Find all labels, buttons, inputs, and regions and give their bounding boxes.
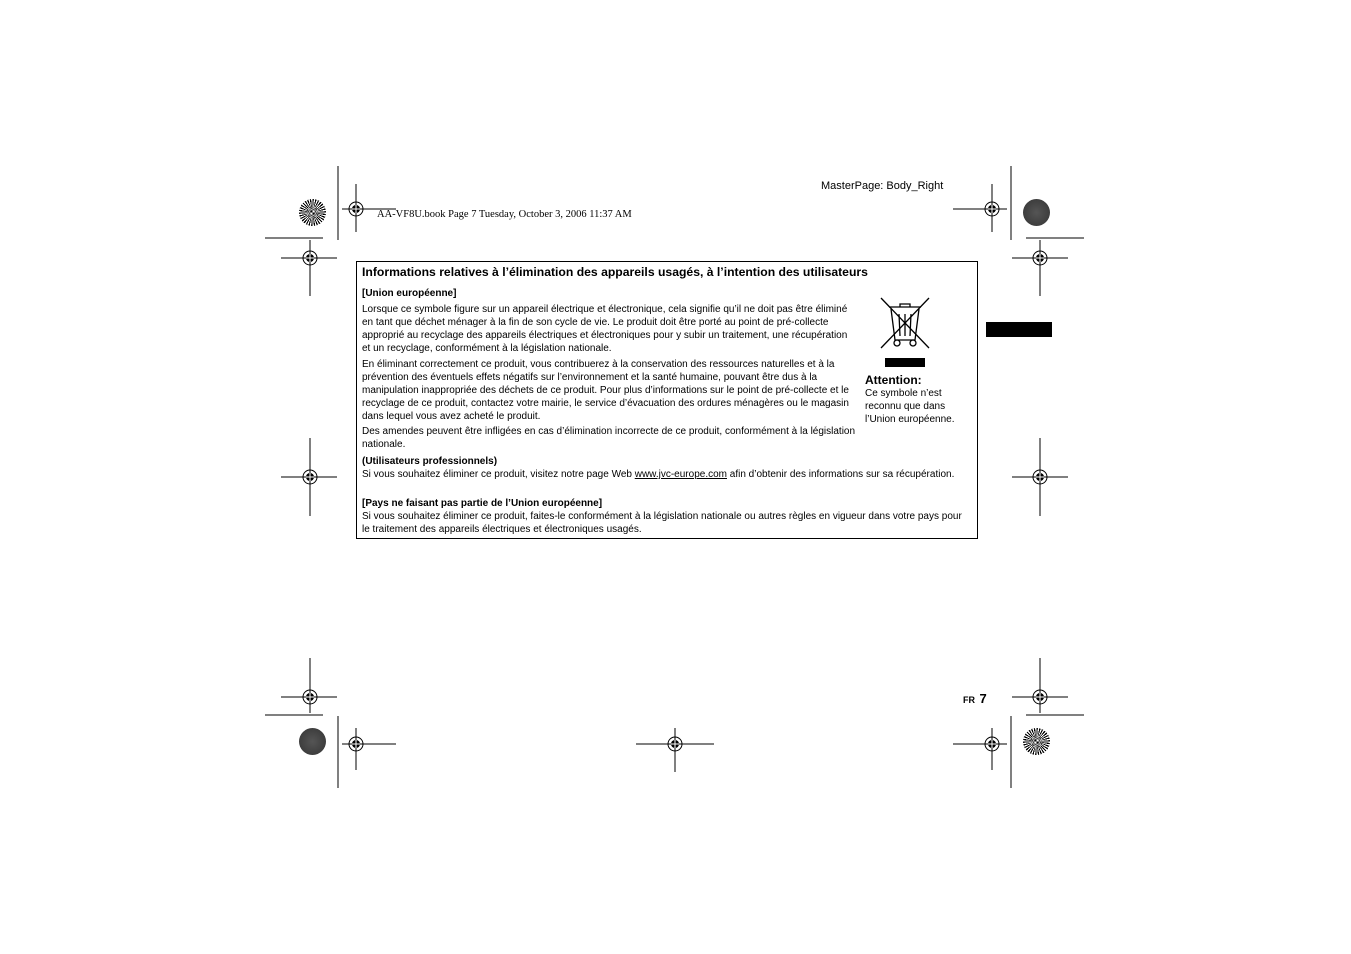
tint-target-top-right <box>1023 199 1050 226</box>
eu-paragraph-1: Lorsque ce symbole figure sur un appareil électrique et électronique, cela signifie qu’il ne doit pas être éliminé en tant que déchet ménager à la fin de son cycle de vie. Le produit doit être porté au point de pré-collecte approprié au recyclage des appareils électriques et électroniques pour y subir un traitement, une récupération et un recyclage, conformément à la législation nationale. <box>362 304 848 354</box>
box-title: Informations relatives à l’élimination des appareils usagés, à l’intention des utilisateurs <box>362 265 868 279</box>
pro-text-after: afin d’obtenir des informations sur sa récupération. <box>727 469 955 480</box>
page-number-value: 7 <box>979 691 987 706</box>
eu-paragraph-3: Des amendes peuvent être infligées en cas d’élimination incorrecte de ce produit, conformément à la législation nationale. <box>362 426 856 450</box>
jvc-europe-link[interactable]: www.jvc-europe.com <box>634 469 727 480</box>
non-eu-paragraph: Si vous souhaitez éliminer ce produit, faites-le conformément à la législation nationale ou autres règles en vigueur dans votre pays pour le traitement des appareils électriques et électroniques usagés. <box>362 511 962 535</box>
attention-heading: Attention: <box>865 373 922 387</box>
masterpage-label: MasterPage: Body_Right <box>821 180 944 192</box>
pro-heading: (Utilisateurs professionnels) <box>362 456 498 467</box>
star-target-top-left <box>299 199 326 226</box>
eu-paragraph-2: En éliminant correctement ce produit, vous contribuerez à la conservation des ressources naturelles et à la prévention des éventuels effets négatifs sur l’environnement et la santé humaine, pouvant être dus à la manipulation inappropriée des déchets de ce produit. Pour plus d’informations sur le point de pré-collecte et le recyclage de ce produit, contactez votre mairie, le service d’évacuation des ordures ménagères ou le magasin dans lequel vous avez acheté le produit. <box>362 359 849 422</box>
tint-target-bottom-left <box>299 728 326 755</box>
non-eu-heading: [Pays ne faisant pas partie de l’Union européenne] <box>362 498 603 509</box>
language-code: FR <box>963 695 975 705</box>
star-target-bottom-right <box>1023 728 1050 755</box>
book-info: AA-VF8U.book Page 7 Tuesday, October 3, 2006 11:37 AM <box>377 209 632 220</box>
eu-heading: [Union européenne] <box>362 288 457 299</box>
pro-text-before: Si vous souhaitez éliminer ce produit, visitez notre page Web <box>362 469 635 480</box>
attention-text: Ce symbole n’est reconnu que dans l’Union européenne. <box>865 388 955 425</box>
